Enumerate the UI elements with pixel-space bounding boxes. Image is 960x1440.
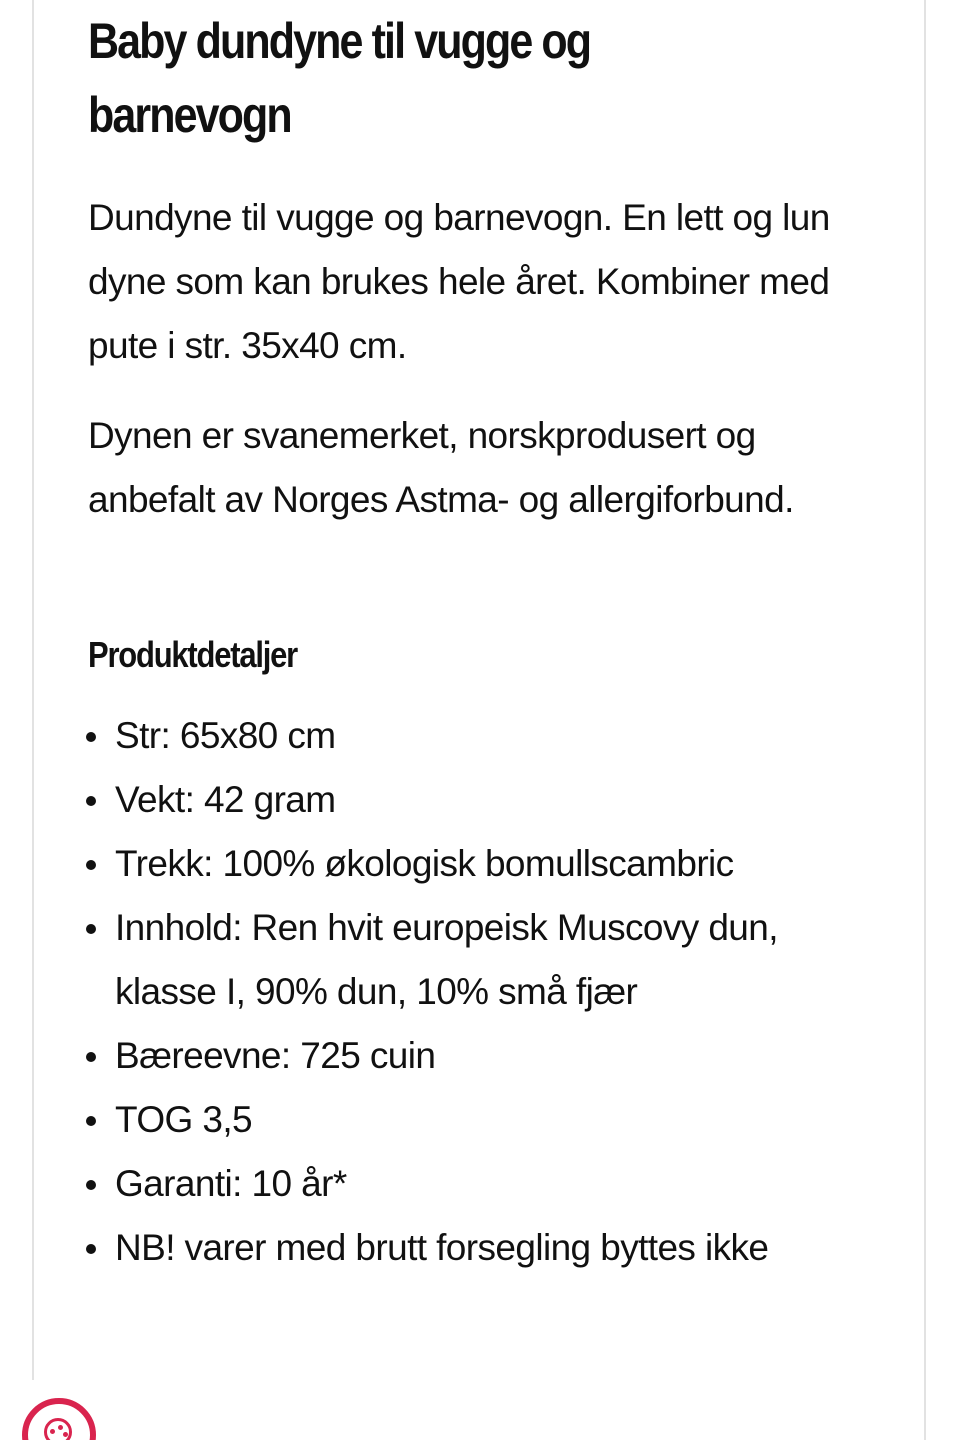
logo-dot-icon <box>58 1425 63 1430</box>
detail-item-warranty <box>88 1152 815 1216</box>
detail-text: Trekk: 100% økologisk bomullscambric <box>115 843 734 884</box>
bullet-icon <box>86 1180 96 1190</box>
logo-dot-icon <box>63 1432 68 1437</box>
brand-logo-icon[interactable] <box>22 1398 96 1440</box>
detail-text: Garanti: 10 år* <box>115 1163 347 1204</box>
detail-item-cover <box>88 832 815 896</box>
detail-item-fill-power <box>88 1024 815 1088</box>
bullet-icon <box>86 924 96 934</box>
detail-text: NB! varer med brutt forsegling byttes ikke <box>115 1227 769 1268</box>
product-details-list <box>88 704 888 1280</box>
bullet-icon <box>86 860 96 870</box>
detail-text: Innhold: Ren hvit europeisk Muscovy dun, klasse I, 90% dun, 10% små fjær <box>115 907 778 1012</box>
bullet-icon <box>86 1244 96 1254</box>
product-content <box>88 0 888 1280</box>
detail-text: Vekt: 42 gram <box>115 779 336 820</box>
content-frame-left <box>32 0 34 1380</box>
product-details-heading: Produktdetaljer <box>88 634 298 675</box>
bullet-icon <box>86 1052 96 1062</box>
detail-item-size <box>88 704 815 768</box>
product-description-2: Dynen er svanemerket, norskprodusert og anbefalt av Norges Astma- og allergiforbund. <box>88 415 794 520</box>
brand-logo-inner-icon <box>44 1418 72 1440</box>
bullet-icon <box>86 1116 96 1126</box>
detail-item-tog <box>88 1088 815 1152</box>
content-frame-right <box>924 0 926 1440</box>
product-title: Baby dundyne til vugge og barnevogn <box>88 13 591 143</box>
detail-text: Str: 65x80 cm <box>115 715 336 756</box>
detail-item-returns-note <box>88 1216 815 1280</box>
detail-text: TOG 3,5 <box>115 1099 253 1140</box>
detail-item-filling <box>88 896 815 1024</box>
logo-dot-icon <box>50 1429 55 1434</box>
bullet-icon <box>86 796 96 806</box>
detail-item-weight <box>88 768 815 832</box>
product-description-1: Dundyne til vugge og barnevogn. En lett og lun dyne som kan brukes hele året. Kombiner med pute i str. 35x40 cm. <box>88 197 830 366</box>
detail-text: Bæreevne: 725 cuin <box>115 1035 436 1076</box>
bullet-icon <box>86 732 96 742</box>
